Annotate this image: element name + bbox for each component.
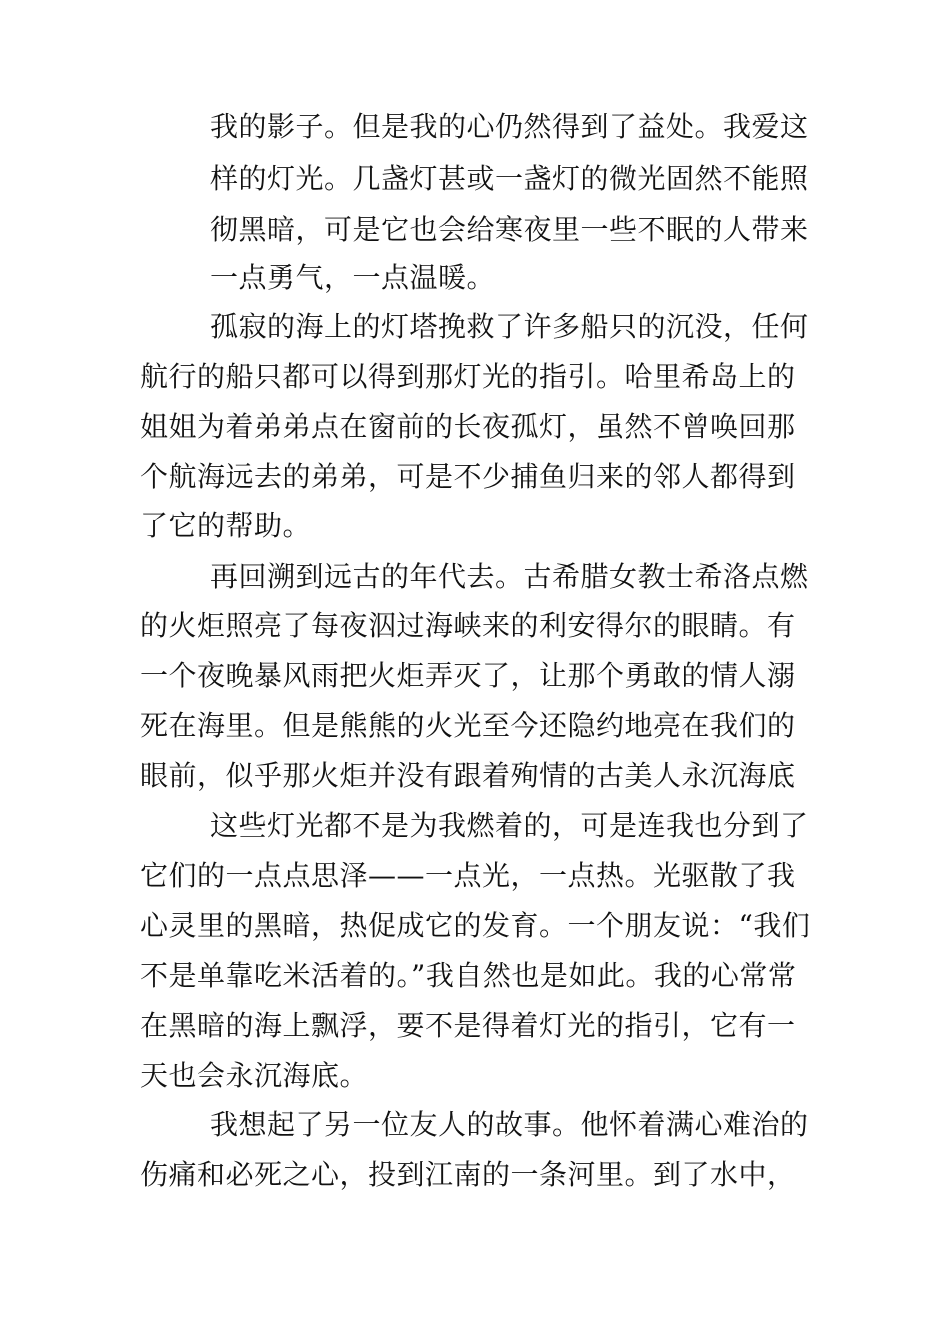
text-line: 一个夜晚暴风雨把火炬弄灭了，让那个勇敢的情人溺 bbox=[140, 659, 796, 692]
text-line: 不是单靠吃米活着的。”我自然也是如此。我的心常常 bbox=[140, 959, 797, 992]
text-line: 伤痛和必死之心，投到江南的一条河里。到了水中， bbox=[140, 1158, 796, 1191]
text-line: 样的灯光。几盏灯甚或一盏灯的微光固然不能照 bbox=[210, 162, 809, 195]
text-line: 在黑暗的海上飘浮，要不是得着灯光的指引，它有一 bbox=[140, 1009, 796, 1042]
text-line: 航行的船只都可以得到那灯光的指引。哈里希岛上的 bbox=[140, 360, 796, 393]
text-line: 姐姐为着弟弟点在窗前的长夜孤灯，虽然不曾唤回那 bbox=[140, 410, 796, 443]
text-line: 我的影子。但是我的心仍然得到了益处。我爱这 bbox=[210, 110, 809, 143]
paragraph-first-line: 孤寂的海上的灯塔挽救了许多船只的沉没，任何 bbox=[210, 310, 809, 343]
text-line: 心灵里的黑暗，热促成它的发育。一个朋友说：“我们 bbox=[140, 909, 811, 942]
text-line: 了它的帮助。 bbox=[140, 509, 312, 542]
text-line: 个航海远去的弟弟，可是不少捕鱼归来的邻人都得到 bbox=[140, 460, 796, 493]
paragraph-first-line: 再回溯到远古的年代去。古希腊女教士希洛点燃 bbox=[210, 560, 809, 593]
paragraph-first-line: 这些灯光都不是为我燃着的，可是连我也分到了 bbox=[210, 809, 809, 842]
paragraph-first-line: 我想起了另一位友人的故事。他怀着满心难治的 bbox=[210, 1108, 809, 1141]
text-line: 它们的一点点思泽——一点光，一点热。光驱散了我 bbox=[140, 859, 796, 892]
text-line: 彻黑暗，可是它也会给寒夜里一些不眠的人带来 bbox=[210, 213, 809, 246]
text-line: 的火炬照亮了每夜泅过海峡来的利安得尔的眼睛。有 bbox=[140, 609, 796, 642]
text-line: 眼前，似乎那火炬并没有跟着殉情的古美人永沉海底 bbox=[140, 759, 796, 792]
text-line: 死在海里。但是熊熊的火光至今还隐约地亮在我们的 bbox=[140, 709, 796, 742]
text-line: 一点勇气，一点温暖。 bbox=[210, 261, 496, 294]
text-line: 天也会永沉海底。 bbox=[140, 1059, 369, 1092]
